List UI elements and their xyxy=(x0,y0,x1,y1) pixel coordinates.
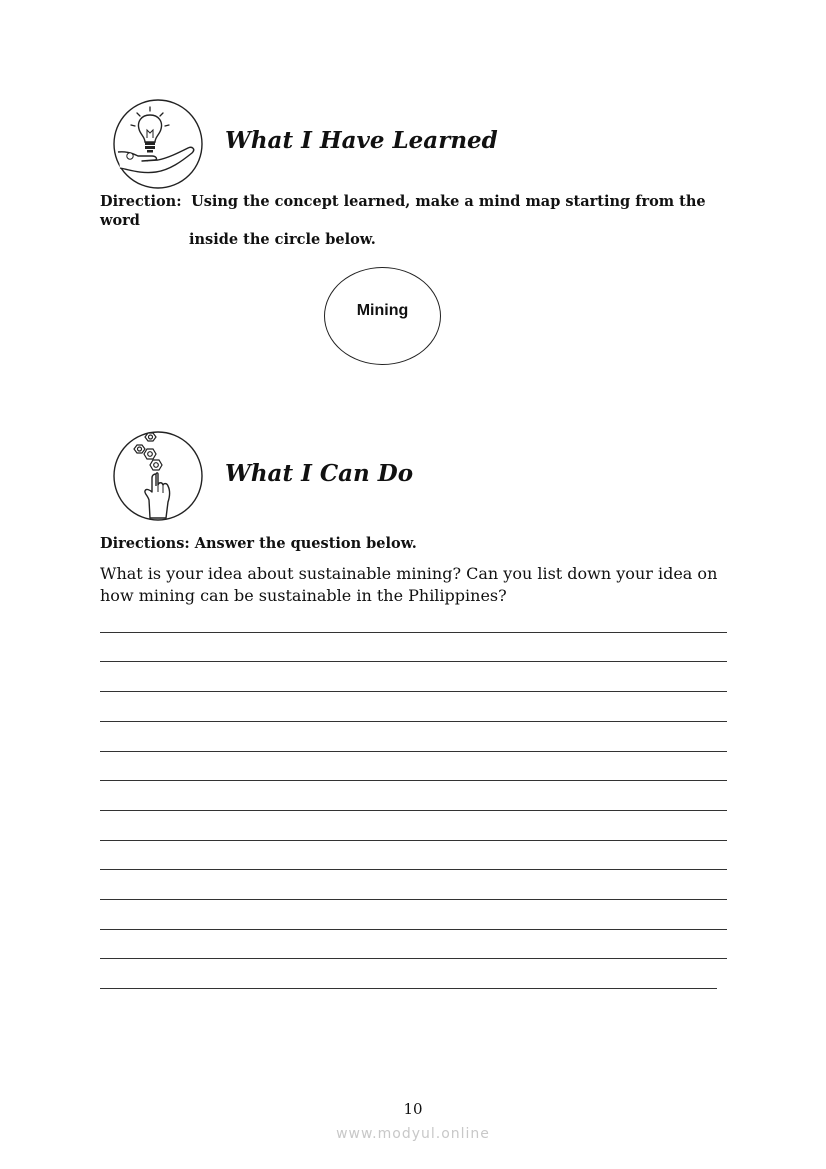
can-do-direction: Directions: Answer the question below. xyxy=(100,535,417,552)
answer-line[interactable] xyxy=(100,869,727,870)
answer-line[interactable] xyxy=(100,751,727,752)
learned-direction xyxy=(100,192,740,249)
answer-line[interactable] xyxy=(100,661,727,662)
answer-line[interactable] xyxy=(100,632,727,633)
answer-line[interactable] xyxy=(100,840,727,841)
direction-label: Direction: xyxy=(100,193,182,210)
can-do-question: What is your idea about sustainable mining? Can you list down your idea on how mining can be sustainable in the Philippines? xyxy=(100,564,718,605)
answer-line[interactable] xyxy=(100,780,727,781)
answer-line[interactable] xyxy=(100,929,727,930)
section-title-learned: What I Have Learned xyxy=(225,127,498,154)
answer-line[interactable] xyxy=(100,810,727,811)
answer-line[interactable] xyxy=(100,899,727,900)
page-number: 10 xyxy=(403,1100,423,1118)
direction-text-line2: inside the circle below. xyxy=(189,231,376,248)
mind-map-center-word: Mining xyxy=(356,302,409,319)
watermark: www.modyul.online xyxy=(336,1126,490,1142)
answer-line[interactable] xyxy=(100,691,727,692)
hand-gears-icon xyxy=(112,430,204,522)
section-title-can-do: What I Can Do xyxy=(225,460,414,487)
answer-line[interactable] xyxy=(100,958,727,959)
answer-line[interactable] xyxy=(100,721,727,722)
answer-line[interactable] xyxy=(100,988,717,989)
direction-text-line1: Using the concept learned, make a mind map starting from the word xyxy=(100,193,706,229)
lightbulb-hand-icon xyxy=(112,98,204,190)
